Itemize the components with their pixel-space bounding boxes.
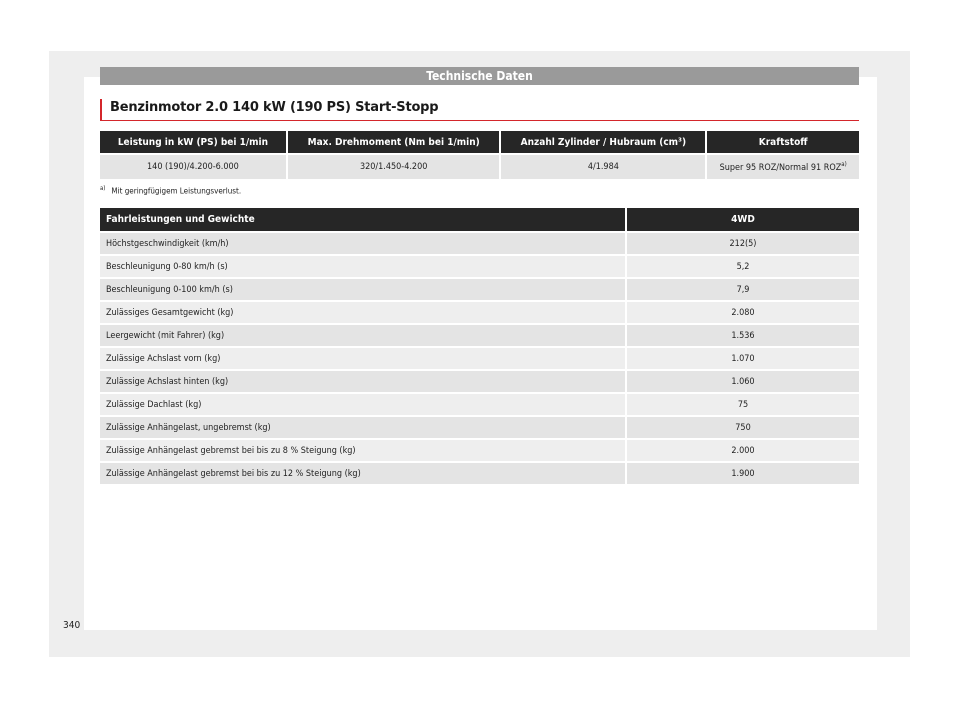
engine-cell-fuel-wrap [707, 153, 859, 179]
performance-cell-value: 5,2 [627, 254, 859, 277]
performance-cell-value: 2.000 [627, 438, 859, 461]
page-number: 340 [63, 620, 81, 631]
performance-cell-value: 75 [627, 392, 859, 415]
engine-cell-cylinders: 4/1.984 [501, 153, 705, 179]
performance-cell-label: Zulässige Achslast hinten (kg) [100, 369, 625, 392]
performance-cell-label: Zulässiges Gesamtgewicht (kg) [100, 300, 625, 323]
performance-cell-value: 7,9 [627, 277, 859, 300]
engine-header-power: Leistung in kW (PS) bei 1/min [100, 131, 286, 153]
performance-cell-label: Beschleunigung 0-100 km/h (s) [100, 277, 625, 300]
engine-header-torque: Max. Drehmoment (Nm bei 1/min) [288, 131, 500, 153]
engine-header-cylinders: Anzahl Zylinder / Hubraum (cm³) [501, 131, 705, 153]
footnote-mark: a) [100, 185, 106, 192]
engine-cell-fuel: Super 95 ROZ/Normal 91 ROZ [719, 163, 842, 173]
table-row [100, 254, 859, 277]
performance-header-label: Fahrleistungen und Gewichte [100, 208, 625, 231]
performance-cell-value: 212(5) [627, 231, 859, 254]
footnote [100, 185, 241, 196]
engine-cell-power: 140 (190)/4.200-6.000 [100, 153, 286, 179]
footnote-text: Mit geringfügigem Leistungsverlust. [111, 186, 242, 196]
performance-cell-label: Zulässige Anhängelast, ungebremst (kg) [100, 415, 625, 438]
performance-cell-label: Beschleunigung 0-80 km/h (s) [100, 254, 625, 277]
section-title: Technische Daten [100, 67, 859, 85]
performance-cell-value: 750 [627, 415, 859, 438]
table-row [100, 438, 859, 461]
performance-cell-label: Zulässige Anhängelast gebremst bei bis zu 8 % Steigung (kg) [100, 438, 625, 461]
table-row [100, 231, 859, 254]
performance-cell-value: 1.060 [627, 369, 859, 392]
engine-heading-text: Benzinmotor 2.0 140 kW (190 PS) Start-Stopp [110, 100, 439, 115]
performance-cell-value: 1.536 [627, 323, 859, 346]
table-row [100, 277, 859, 300]
performance-cell-label: Leergewicht (mit Fahrer) (kg) [100, 323, 625, 346]
table-row [100, 461, 859, 484]
engine-heading [100, 99, 859, 121]
table-row [100, 153, 859, 179]
performance-table-body [100, 231, 859, 484]
table-row [100, 369, 859, 392]
performance-table [98, 208, 861, 484]
performance-cell-value: 1.900 [627, 461, 859, 484]
engine-header-fuel: Kraftstoff [707, 131, 859, 153]
performance-cell-label: Zulässige Dachlast (kg) [100, 392, 625, 415]
table-row [100, 300, 859, 323]
table-row [100, 346, 859, 369]
performance-cell-label: Höchstgeschwindigkeit (km/h) [100, 231, 625, 254]
performance-header-value: 4WD [627, 208, 859, 231]
table-row [100, 415, 859, 438]
table-row [100, 392, 859, 415]
performance-cell-value: 2.080 [627, 300, 859, 323]
table-row [100, 323, 859, 346]
engine-cell-torque: 320/1.450-4.200 [288, 153, 500, 179]
performance-cell-label: Zulässige Achslast vorn (kg) [100, 346, 625, 369]
fuel-footnote-mark: a) [841, 161, 847, 168]
performance-cell-label: Zulässige Anhängelast gebremst bei bis zu 12 % Steigung (kg) [100, 461, 625, 484]
performance-cell-value: 1.070 [627, 346, 859, 369]
engine-table [98, 131, 861, 179]
